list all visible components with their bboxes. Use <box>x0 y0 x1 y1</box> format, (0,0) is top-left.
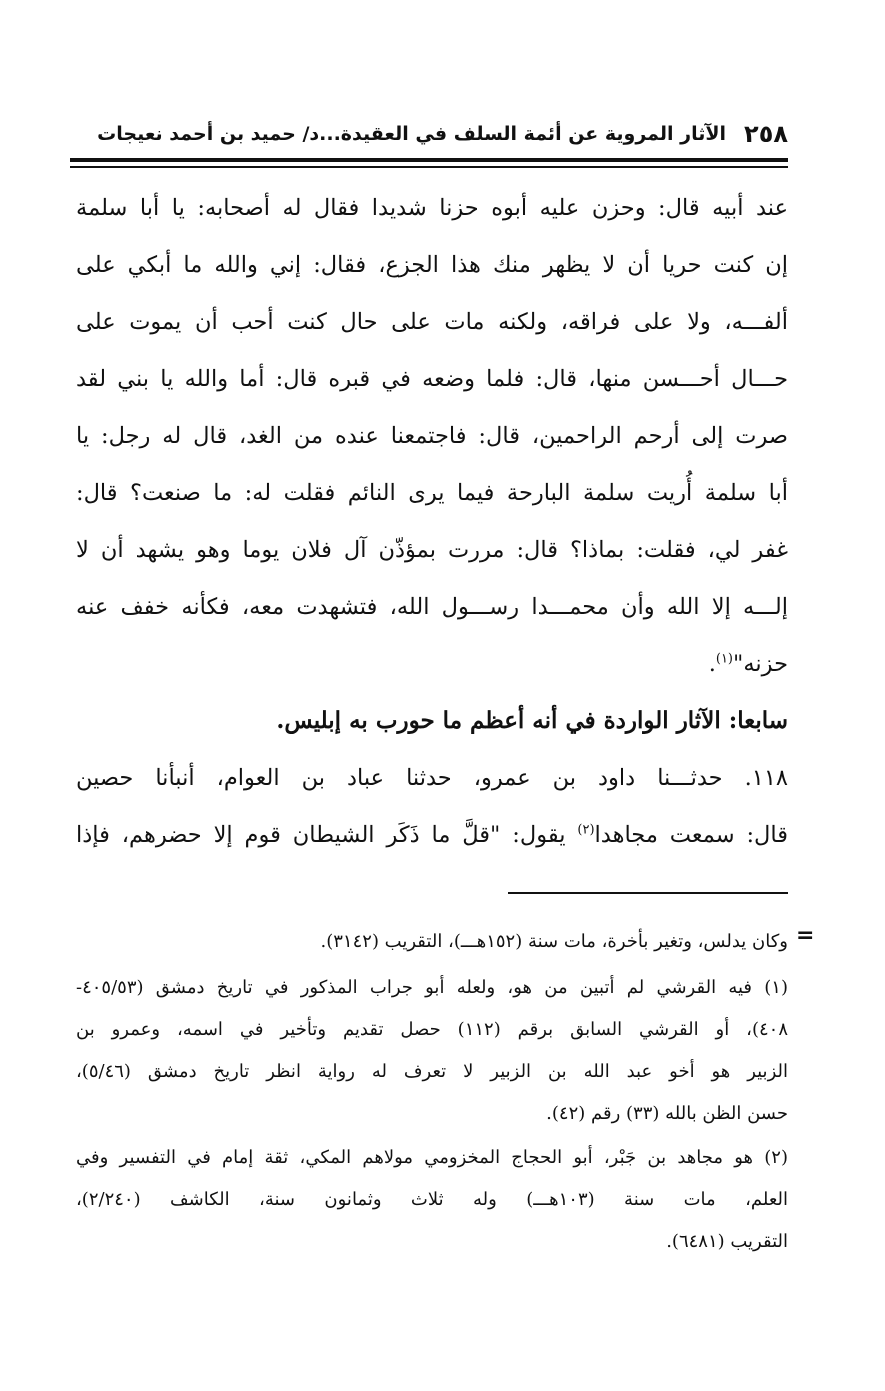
footnote-2-line: التقريب (٦٤٨١). <box>666 1231 788 1252</box>
header-rule-thick <box>70 158 788 162</box>
footnote-2-line: (٢) هو مجاهد بن جَبْر، أبو الحجاج المخزومي مولاهم المكي، ثقة إمام في التفسير وفي <box>76 1147 788 1168</box>
body-line: حـــال أحـــسن منها، قال: فلما وضعه في قبره قال: أما والله يا بني لقد <box>76 366 788 392</box>
footnote-rule <box>508 892 788 894</box>
footnote-ref-1: (١) <box>715 651 733 667</box>
body-line: غفر لي، فقلت: بماذا؟ قال: مررت بمؤذّن آل فلان يوما وهو يشهد أن لا <box>76 537 788 563</box>
footnote-1-line: ٤٠٨)، أو القرشي السابق برقم (١١٢) حصل تقديم وتأخير في اسمه، وعمرو بن <box>76 1019 788 1040</box>
footnote-1-line: (١) فيه القرشي لم أتبين من هو، ولعله أبو جراب المذكور في تاريخ دمشق (٤٠٥/٥٣- <box>76 977 788 998</box>
body-last-end: . <box>708 651 716 677</box>
continuation-marker: = <box>796 923 815 948</box>
body-line: عند أبيه قال: وحزن عليه أبوه حزنا شديدا فقال له أصحابه: يا أبا سلمة <box>76 195 788 221</box>
header-rule-thin <box>70 166 788 168</box>
footnote-2-line: العلم، مات سنة (١٠٣هـــ) وله ثلاث وثمانون سنة، الكاشف (٢/٢٤٠)، <box>76 1189 789 1210</box>
running-header <box>97 112 788 156</box>
page-number: ٢٥٨ <box>744 120 788 148</box>
footnote-continuation: وكان يدلس، وتغير بأخرة، مات سنة (١٥٢هـــ)، التقريب (٣١٤٢). <box>320 931 788 952</box>
footnote-ref-2: (٢) <box>577 822 595 838</box>
para2-text-a: قال: سمعت مجاهدا <box>594 822 788 848</box>
body-line: إلـــه إلا الله وأن محمـــدا رســـول الله، فتشهدت معه، فكأنه خفف عنه <box>76 594 788 620</box>
para2-text-b: يقول: "قلَّ ما ذَكَر الشيطان قوم إلا حضرهم، فإذا <box>76 822 578 848</box>
section-heading: سابعا: الآثار الواردة في أنه أعظم ما حورب به إبليس. <box>276 707 788 734</box>
body-line: أبا سلمة أُريت سلمة البارحة فيما يرى النائم فقلت له: ما صنعت؟ قال: <box>76 480 788 506</box>
footnote-1-line: حسن الظن بالله (٣٣) رقم (٤٢). <box>546 1103 788 1124</box>
body-last-text: حزنه" <box>733 651 788 677</box>
body-line: إن كنت حريا أن لا يظهر منك هذا الجزع، فقال: إني والله ما أبكي على <box>76 252 788 278</box>
body-last-line <box>709 644 788 684</box>
footnote-1-line: الزبير هو أخو عبد الله بن الزبير لا تعرف له رواية انظر تاريخ دمشق (٥/٤٦)، <box>76 1061 788 1082</box>
running-title: الآثار المروية عن أئمة السلف في العقيدة...د/ حميد بن أحمد نعيجات <box>97 123 727 145</box>
para2-line: ١١٨. حدثـــنا داود بن عمرو، حدثنا عباد بن العوام، أنبأنا حصين <box>76 765 788 791</box>
body-line: صرت إلى أرحم الراحمين، قال: فاجتمعنا عنده من الغد، قال له رجل: يا <box>76 423 788 449</box>
para2-line <box>76 815 788 855</box>
body-line: ألفـــه، ولا على فراقه، ولكنه مات على حال كنت أحب أن يموت على <box>76 309 788 335</box>
